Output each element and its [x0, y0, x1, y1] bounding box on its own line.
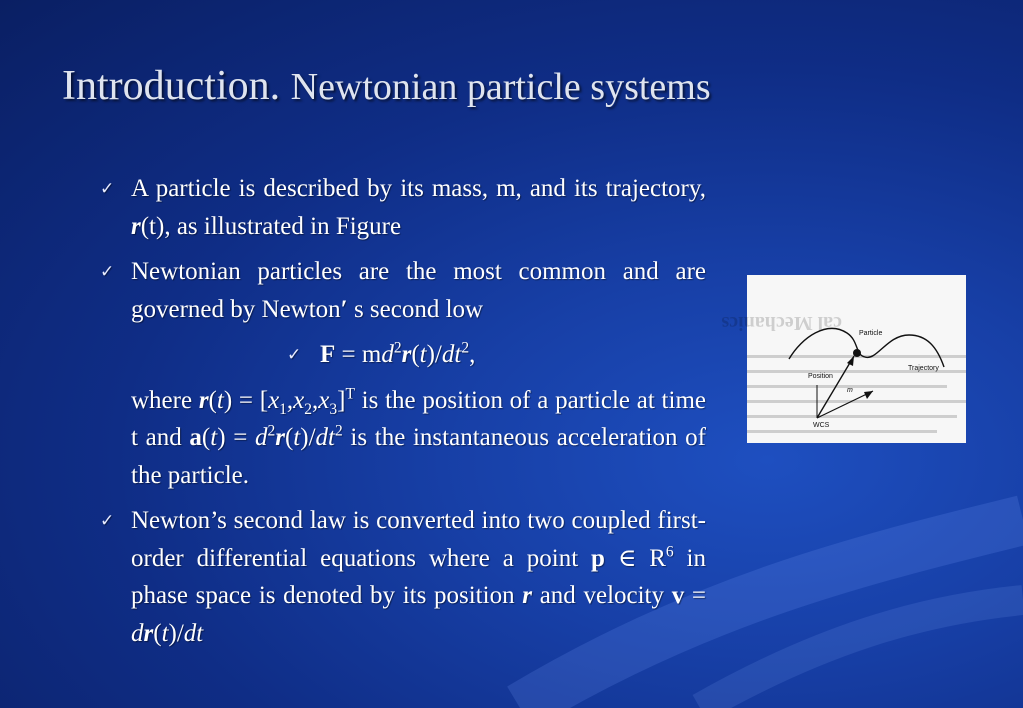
- where-r: r: [275, 424, 285, 451]
- bullet3-text: )/: [168, 619, 184, 647]
- where-text: ]: [337, 386, 346, 414]
- where-a: a: [189, 424, 202, 451]
- bullet3-d: d: [131, 619, 144, 647]
- title-part2: Newtonian particle systems: [290, 66, 711, 108]
- formula-t: t: [419, 341, 427, 368]
- bullet3-text: ∈ R: [604, 544, 666, 572]
- bullet3-p: p: [591, 544, 605, 572]
- particle-dot: [853, 349, 861, 357]
- formula-newton-second-law: [100, 336, 706, 374]
- particle-trajectory-figure: [721, 275, 966, 443]
- label-m: m: [847, 387, 853, 394]
- where-sup: 2: [267, 422, 276, 440]
- label-wcs: WCS: [813, 422, 830, 429]
- where-sub: 2: [304, 400, 313, 418]
- bullet3-text: (: [153, 619, 162, 647]
- checkmark-icon: ✓: [100, 511, 115, 531]
- bullet2-prime: ′: [340, 295, 348, 323]
- where-x: x: [268, 386, 280, 414]
- formula-sup: 2: [461, 339, 470, 357]
- checkmark-icon: ✓: [100, 179, 115, 199]
- where-sub: 1: [279, 400, 287, 418]
- where-paragraph: [100, 382, 706, 495]
- title-part1: Introduction.: [62, 63, 281, 109]
- bullet1-tail: (t), as illustrated in Figure: [140, 212, 402, 240]
- bullet-particle-description: [100, 170, 706, 245]
- where-dt: dt: [315, 424, 335, 451]
- where-text: is the instantaneous acceleration of the particle.: [131, 424, 706, 489]
- where-t: t: [210, 424, 218, 451]
- checkmark-icon: ✓: [100, 262, 115, 282]
- where-x: x: [318, 386, 330, 414]
- bullet2-text: Newtonian particles are the most common and are governed by Newton: [131, 258, 706, 323]
- label-particle: Particle: [859, 330, 883, 337]
- formula-paren: (: [411, 341, 420, 368]
- formula-paren: )/: [426, 341, 442, 368]
- formula-eq: = m: [335, 341, 382, 368]
- checkmark-icon: ✓: [287, 345, 302, 365]
- bullet3-v: v: [671, 582, 685, 609]
- bullet3-r: r: [522, 582, 532, 609]
- label-position: Position: [808, 373, 833, 380]
- where-t: t: [216, 386, 224, 414]
- where-sup: T: [345, 385, 355, 403]
- bullet1-line1: A particle is described by its mass, m, and its: [131, 175, 598, 202]
- where-r: r: [198, 386, 209, 414]
- slide-content: [100, 170, 706, 660]
- bullet1-r: r: [131, 212, 141, 240]
- where-sub: 3: [329, 400, 338, 418]
- figure-bg-heading: cal Mechanics: [721, 312, 842, 334]
- arrowhead: [864, 391, 873, 399]
- where-sup: 2: [334, 422, 343, 440]
- formula-F: F: [320, 341, 336, 368]
- bullet3-text: in phase space is denoted by its position: [131, 544, 707, 609]
- figure-diagram: [721, 275, 966, 443]
- bullet3-text: and velocity: [532, 582, 672, 609]
- formula-d: d: [381, 341, 394, 368]
- where-t: t: [293, 424, 301, 451]
- where-x: x: [293, 386, 305, 414]
- where-d: d: [254, 424, 268, 451]
- bullet-newtonian-particles: [100, 253, 706, 328]
- bullet3-r: r: [143, 619, 154, 647]
- where-text: ,: [286, 386, 294, 414]
- bullet3-t: t: [161, 619, 169, 647]
- where-text: ) = [: [223, 386, 269, 414]
- where-text: ) =: [217, 424, 255, 451]
- formula-comma: ,: [469, 341, 476, 368]
- bullet3-sup: 6: [665, 543, 674, 561]
- bullet-phase-space: [100, 502, 706, 652]
- formula-dt: dt: [441, 341, 462, 368]
- where-text: (: [201, 424, 211, 451]
- where-text: (: [284, 424, 294, 451]
- where-text: (: [208, 386, 217, 414]
- where-text: )/: [300, 424, 316, 451]
- bullet3-text: =: [684, 582, 706, 609]
- where-text: where: [131, 386, 199, 414]
- where-text: is the position of a particle at time t and: [131, 386, 706, 451]
- bullet1-text: trajectory,: [605, 175, 707, 202]
- slide-title: [62, 62, 711, 110]
- bullet3-text: Newton’s second law is converted into two coupled first-order differential equations where a point: [131, 507, 706, 572]
- label-trajectory: Trajectory: [908, 365, 939, 372]
- bullet2-tail: s second low: [347, 295, 484, 323]
- formula-r: r: [401, 341, 412, 368]
- where-text: ,: [312, 386, 319, 414]
- formula-sup: 2: [393, 339, 402, 357]
- bullet3-dt: dt: [183, 619, 204, 647]
